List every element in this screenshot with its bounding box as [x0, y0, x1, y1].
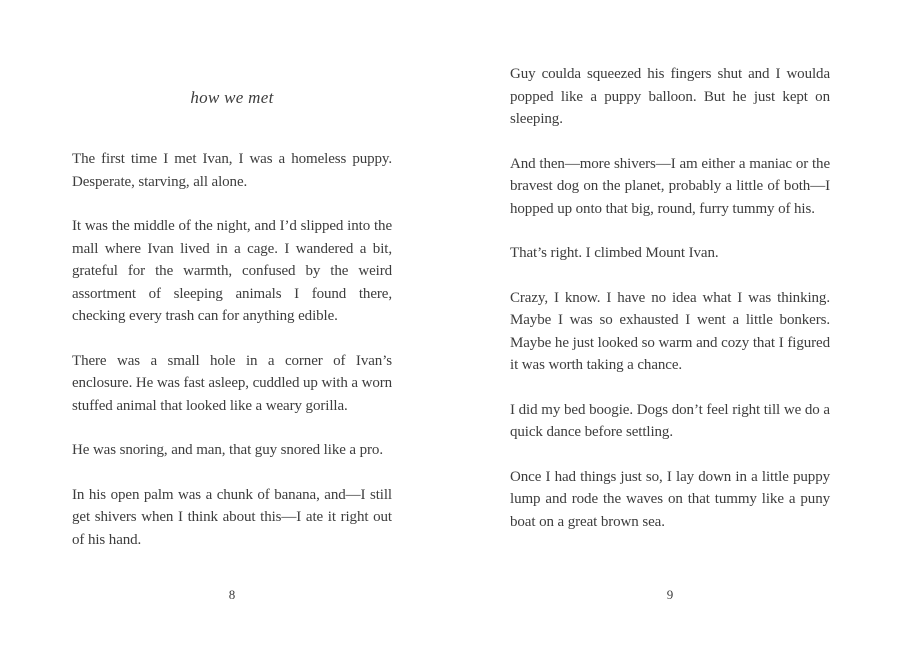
paragraph: He was snoring, and man, that guy snored like a pro. [72, 442, 383, 458]
paragraph: And then—more shivers—I am either a maniac or the bravest dog on the planet, probably a little of both—I hopped up onto that big, round, furry tummy of his. [510, 155, 830, 217]
paragraph: The first time I met Ivan, I was a homeless puppy. Desperate, starving, all alone. [72, 151, 392, 190]
paragraph: Once I had things just so, I lay down in a little puppy lump and rode the waves on that tummy like a puny boat on a great brown sea. [510, 468, 830, 530]
paragraph: There was a small hole in a corner of Ivan’s enclosure. He was fast asleep, cuddled up with a worn stuffed animal that looked like a weary gorilla. [72, 352, 393, 414]
right-page-text [510, 63, 830, 555]
page-number-left: 8 [228, 587, 236, 602]
page-number-right: 9 [666, 587, 674, 602]
paragraph: Crazy, I know. I have no idea what I was thinking. Maybe I was so exhausted I went a little bonkers. Maybe he just looked so warm and cozy that I figured it was worth taking a chance. [510, 289, 830, 373]
right-page [510, 0, 830, 654]
paragraph: I did my bed boogie. Dogs don’t feel right till we do a quick dance before settling. [510, 401, 830, 440]
paragraph: In his open palm was a chunk of banana, and—I still get shivers when I think about this—I ate it right out of his hand. [72, 486, 392, 548]
paragraph: Guy coulda squeezed his fingers shut and I woulda popped like a puppy balloon. But he just kept on sleeping. [510, 66, 830, 127]
left-page [72, 0, 392, 654]
paragraph: That’s right. I climbed Mount Ivan. [510, 245, 719, 261]
paragraph: It was the middle of the night, and I’d slipped into the mall where Ivan lived in a cage. I wandered a bit, grateful for the warmth, confused by the weird assortment of sleeping animals I found there, checking every trash can for anything edible. [72, 218, 392, 324]
left-page-text [72, 148, 392, 573]
chapter-title: how we met [190, 88, 274, 107]
